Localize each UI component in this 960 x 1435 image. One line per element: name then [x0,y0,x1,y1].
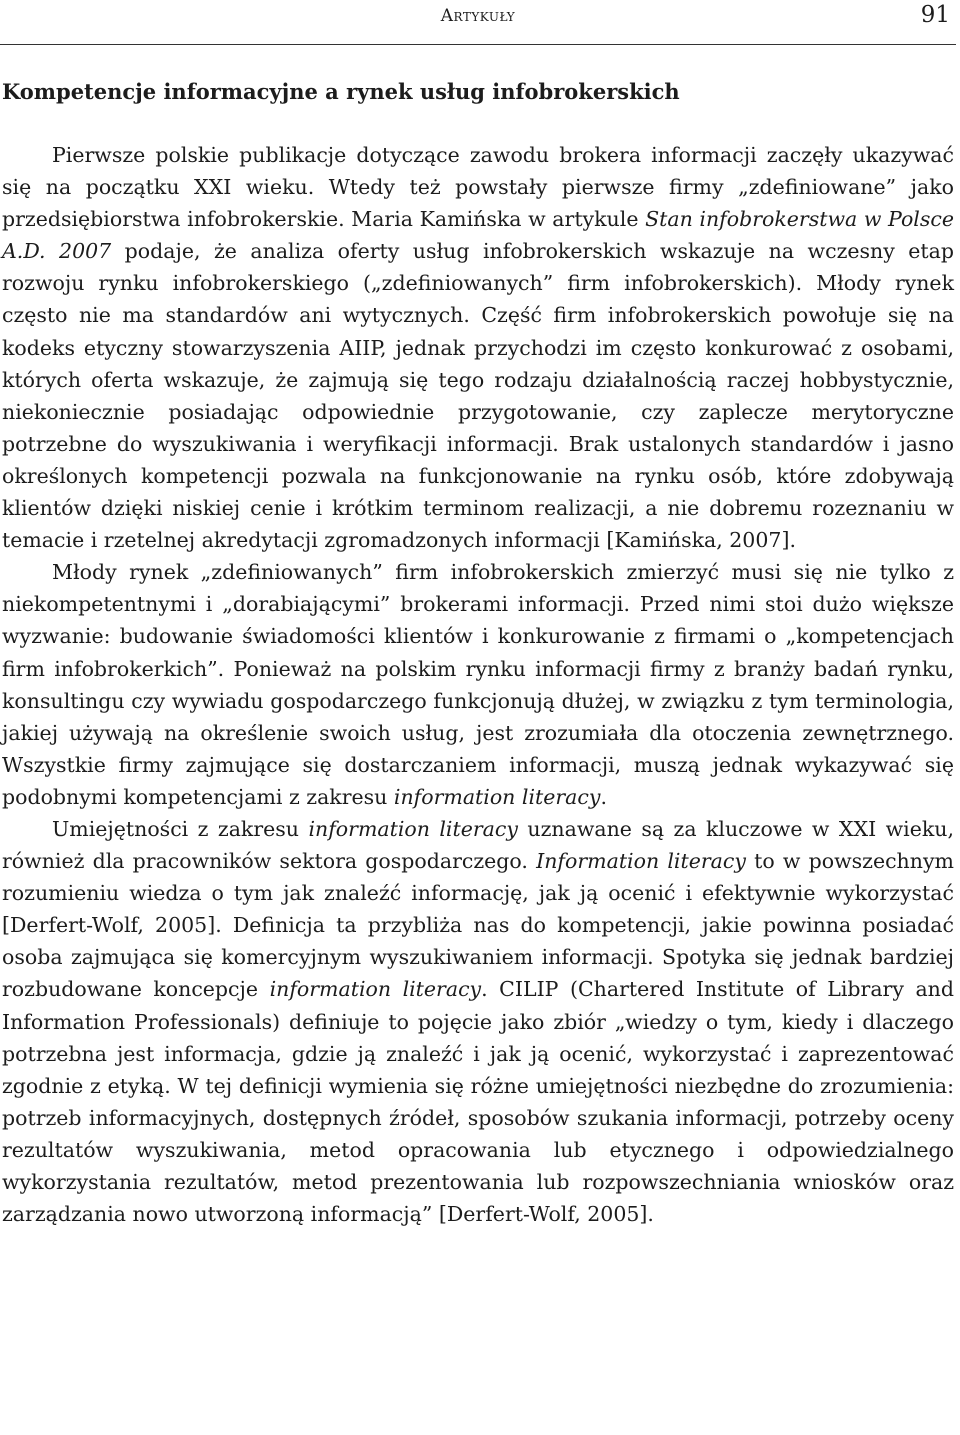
paragraph-3-text-b: uznawane są za kluczowe w XXI wieku, również dla pracowników sektora gospodarczego. [2,816,955,874]
running-title: Artykuły [440,6,516,26]
paragraph-3 [2,813,954,1230]
paragraph-3-italic-term-1: information literacy [308,816,518,841]
paragraph-3-text-c: to w powszechnym rozumieniu wiedza o tym jak znaleźć informację, jak ją ocenić i efektywnie wykorzystać [Derfert-Wolf, 2005]. Definicja ta przybliża nas do kompetencji, jakie powinna posiadać osoba zajmująca się komercyjnym wyszukiwaniem informacji. Spotyka się jednak bardziej rozbudowane koncepcje [2,849,954,1002]
section-title: Kompetencje informacyjne a rynek usług infobrokerskich [2,79,680,104]
paragraph-3-text-d: . CILIP (Chartered Institute of Library and Information Professionals) definiuje to pojęcie jako zbiór „wiedzy o tym, kiedy i dlaczego potrzebna jest informacja, gdzie ją znaleźć i jak ją ocenić, wykorzystać i zaprezentować zgodnie z etyką. W tej definicji wymienia się różne umiejętności niezbędne do zrozumienia: potrzeb informacyjnych, dostępnych źródeł, sposobów szukania informacji, potrzeby oceny rezultatów wyszukiwania, metod opracowania lub etycznego i odpowiedzialnego wykorzystania rezultatów, metod prezentowania lub rozpowszechniania wniosków oraz zarządzania nowo utworzoną informacją” [Derfert-Wolf, 2005]. [2,977,954,1227]
paragraph-2-text-b: . [600,784,607,809]
running-header [0,0,956,45]
paragraph-2-italic-term: information literacy [393,784,601,809]
paragraph-3-text-a: Umiejętności z zakresu [52,816,309,841]
paragraph-1-text-b: podaje, że analiza oferty usług infobrokerskich wskazuje na wczesny etap rozwoju rynku infobrokerskiego („zdefiniowanych” firm infobrokerskich). Młody rynek często nie ma standardów ani wytycznych. Część firm infobrokerskich powołuje się na kodeks etyczny stowarzyszenia AIIP, jednak przychodzi im często konkurować z osobami, których oferta wskazuje, że zajmują się tego rodzaju działalnością raczej hobbystycznie, niekoniecznie posiadając odpowiednie przygotowanie, czy zaplecze merytoryczne potrzebne do wyszukiwania i weryfikacji informacji. Brak ustalonych standardów i jasno określonych kompetencji pozwala na funkcjonowanie na rynku osób, które zdobywają klientów dzięki niskiej cenie i krótkim terminom realizacji, a nie dobremu rozeznaniu w temacie i rzetelnej akredytacji zgromadzonych informacji [Kamińska, 2007]. [2,239,954,553]
paragraph-1 [2,139,954,556]
paragraph-3-italic-term-2: Information literacy [536,849,746,874]
paragraph-2-text-a: Młody rynek „zdefiniowanych” firm infobrokerskich zmierzyć musi się nie tylko z niekompetentnymi i „dorabiającymi” brokerami informacji. Przed nimi stoi dużo większe wyzwanie: budowanie świadomości klientów i konkurowanie z firmami o „kompetencjach firm infobrokerkich”. Ponieważ na polskim rynku informacji firmy z branży badań rynku, konsultingu czy wywiadu gospodarczego funkcjonują dłużej, w związku z tym terminologia, jakiej używają na określenie swoich usług, jest zrozumiała dla otoczenia zewnętrznego. Wszystkie firmy zajmujące się dostarczaniem informacji, muszą jednak wykazywać się podobnymi kompetencjami z zakresu [2,560,954,809]
paragraph-2 [2,556,954,813]
paragraph-1-italic-title: Stan infobrokerstwa w Polsce A.D. 2007 [2,207,954,264]
body-text [2,139,954,1230]
paragraph-1-text-a: Pierwsze polskie publikacje dotyczące zawodu brokera informacji zaczęły ukazywać się na początku XXI wieku. Wtedy też powstały pierwsze firmy „zdefiniowane” jako przedsiębiorstwa infobrokerskie. Maria Kamińska w artykule [2,143,954,232]
page-number: 91 [920,2,950,28]
paragraph-3-italic-term-3: information literacy [269,977,482,1002]
